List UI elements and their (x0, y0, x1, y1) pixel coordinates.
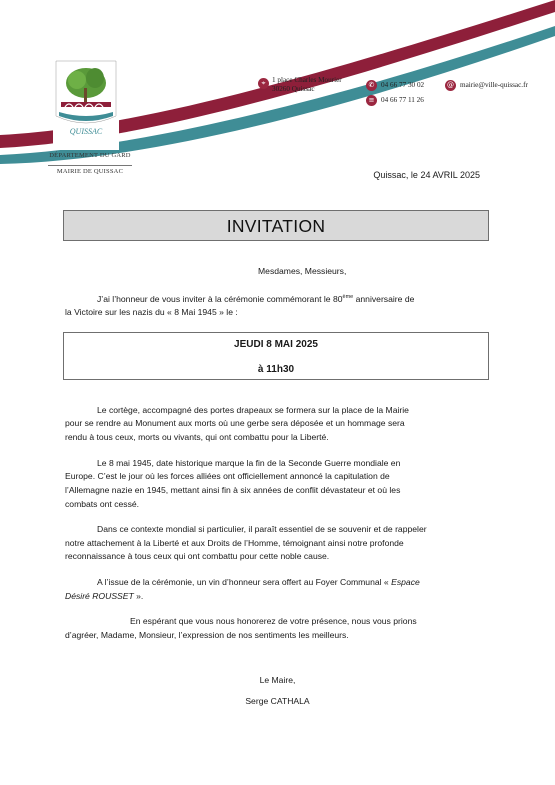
p2-line-1: Le 8 mai 1945, date historique marque la fin de la Seconde Guerre mondiale en (97, 458, 401, 468)
address-block (272, 76, 342, 94)
email-icon: @ (447, 81, 454, 89)
department-name: DÉPARTEMENT DU GARD (49, 152, 131, 159)
address-line-1: 1 place Charles Mourier (272, 76, 342, 84)
intro-superscript: ème (342, 294, 354, 301)
phone-number: 04 66 77 30 02 (381, 81, 425, 89)
p1-line-2: pour se rendre au Monument aux morts où une gerbe sera déposée et un hommage sera (65, 418, 405, 428)
logo-text: QUISSAC (69, 127, 103, 136)
p2-line-2: Europe. C’est le jour où les forces alliées ont officiellement annoncé la capitulation de (65, 471, 390, 481)
p4-text: A l’issue de la cérémonie, un vin d’honneur sera offert au Foyer Communal « (97, 577, 392, 587)
p3-line-3: reconnaissance à tous ceux qui ont combattu pour cette noble cause. (65, 551, 330, 561)
intro-text-b: anniversaire de (353, 294, 415, 304)
p5-line-2: d’agréer, Madame, Monsieur, l’expression de nos sentiments les meilleurs. (65, 630, 349, 640)
phone-icon: ✆ (366, 80, 377, 91)
p3-line-1: Dans ce contexte mondial si particulier, il paraît essentiel de se souvenir et de rappeler (97, 524, 427, 534)
event-date: JEUDI 8 MAI 2025 (234, 339, 318, 350)
p5-line-1: En espérant que vous nous honorerez de votre présence, nous vous prions (130, 616, 417, 626)
location-pin-icon: ⌖ (258, 78, 269, 89)
signature-name: Serge CATHALA (245, 696, 310, 706)
p4-line-1 (97, 576, 420, 589)
p1-line-3: rendu à tous ceux, morts ou vivants, qui ont combattu pour la Liberté. (65, 432, 329, 442)
email-address[interactable]: mairie@ville-quissac.fr (460, 81, 528, 89)
p4-end: ». (133, 591, 144, 601)
event-time: à 11h30 (257, 364, 295, 375)
p3-line-2: notre attachement à la Liberté et aux Droits de l’Homme, témoignant ainsi notre profonde (65, 538, 404, 548)
p1-line-1: Le cortège, accompagné des portes drapeaux se formera sur la place de la Mairie (97, 405, 409, 415)
event-box (63, 332, 489, 380)
intro-line-1 (97, 293, 414, 306)
p2-line-3: l’Allemagne nazie en 1945, mettant ainsi fin à six années de conflit dévastateur et où les (65, 485, 401, 495)
quissac-logo (53, 58, 119, 150)
mairie-name: MAIRIE DE QUISSAC (56, 168, 124, 175)
signature-role: Le Maire, (259, 675, 296, 685)
fax-number: 04 66 77 11 26 (381, 96, 424, 104)
invitation-title: INVITATION (63, 210, 489, 241)
salutation: Mesdames, Messieurs, (258, 266, 347, 276)
p4-italic-b: Désiré ROUSSET (65, 591, 134, 601)
fax-icon: ≡ (366, 95, 377, 106)
intro-text-a: J’ai l’honneur de vous inviter à la cérémonie commémorant le 80 (97, 294, 343, 304)
date-line: Quissac, le 24 AVRIL 2025 (373, 170, 480, 180)
address-line-2: 30260 Quissac (272, 85, 315, 93)
p4-italic-a: Espace (391, 577, 420, 587)
intro-line-2: la Victoire sur les nazis du « 8 Mai 1945 » le : (65, 307, 238, 317)
department-divider (48, 165, 132, 166)
p2-line-4: combats ont cessé. (65, 499, 140, 509)
p4-line-2 (65, 590, 143, 603)
